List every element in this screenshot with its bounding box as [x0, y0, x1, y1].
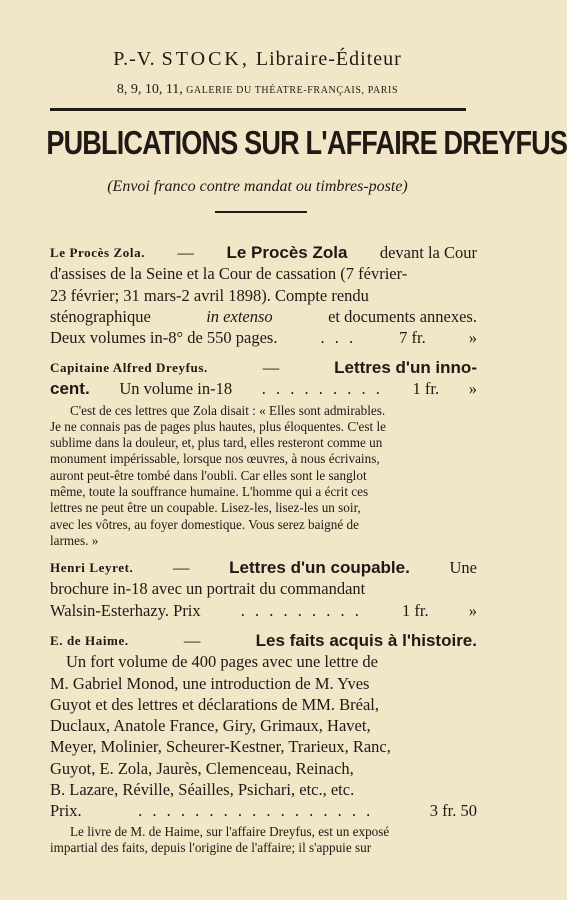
- publisher-name: STOCK,: [161, 48, 250, 70]
- address-street: GALERIE DU THÉATRE-FRANÇAIS, PARIS: [186, 85, 399, 96]
- entry-price: 1 fr.: [412, 379, 440, 399]
- entry-price-line: [50, 800, 477, 821]
- entry-guillemet: »: [468, 600, 477, 620]
- entry-dash: —: [173, 558, 190, 577]
- entry-text: M. Gabriel Monod, une introduction de M. Yves: [50, 673, 370, 693]
- entry-note-line: lettres ne peut être un coupable. Lisez-les, lisez-les un soir,: [50, 500, 361, 516]
- publisher-line: [0, 48, 515, 71]
- entry-price: 3 fr. 50: [429, 801, 477, 821]
- entry-dash: —: [183, 631, 201, 650]
- publisher-address: [0, 81, 515, 98]
- entry-line: [50, 263, 477, 284]
- entry-text: B. Lazare, Réville, Séailles, Psichari, etc., etc.: [50, 780, 355, 800]
- entry-text: Meyer, Molinier, Scheurer-Kestner, Trarieux, Ranc,: [50, 737, 391, 757]
- entry-line: [50, 673, 477, 694]
- entry-note-line: Le livre de M. de Haime, sur l'affaire Dreyfus, est un exposé: [70, 823, 390, 839]
- entry-title: Les faits acquis à l'histoire.: [255, 631, 477, 650]
- entry-title: Le Procès Zola: [226, 243, 348, 262]
- entry-text: Duclaux, Anatole France, Giry, Grimaux, Havet,: [50, 716, 371, 736]
- entry-price: 7 fr.: [399, 328, 426, 348]
- entry-line: [50, 357, 477, 378]
- entry-text: brochure in-18 avec un portrait du commandant: [50, 579, 366, 599]
- entry-line: [50, 736, 477, 757]
- entry-line: [50, 758, 477, 779]
- entry-price-line: [50, 378, 477, 399]
- entry-line: [50, 578, 477, 599]
- entry-line: [50, 694, 477, 715]
- entry-note-line: impartial des faits, depuis l'origine de l'affaire; il s'appuie sur: [50, 839, 372, 855]
- entry-title: Lettres d'un inno-: [334, 358, 477, 377]
- entry-note-line: auront peut-être tombé dans l'oubli. Car elles sont le sanglot: [50, 467, 367, 483]
- entry-price: 1 fr.: [402, 600, 429, 620]
- entry-text: Guyot et des lettres et déclarations de MM. Bréal,: [50, 694, 379, 714]
- entry-note-line: même, toute la souffrance humaine. L'homme qui a écrit ces: [50, 484, 369, 500]
- catalogue-entry-faits-acquis: [50, 630, 477, 856]
- entry-author: E. de Haime.: [50, 633, 129, 648]
- entry-line: [50, 285, 477, 306]
- entry-text: Guyot, E. Zola, Jaurès, Clemenceau, Reinach,: [50, 758, 354, 778]
- leader-dots: . . . . . . . . . . . . . . . . .: [138, 801, 374, 821]
- header-rule: [50, 108, 466, 111]
- entry-line: [50, 630, 477, 651]
- entry-note-line: monument impérissable, lorsque nos œuvres, à nous écrivains,: [50, 451, 380, 467]
- entry-text: devant la Cour: [379, 243, 477, 262]
- entry-line: [50, 557, 477, 578]
- page-subtitle: (Envoi franco contre mandat ou timbres-poste): [107, 178, 408, 195]
- entry-note-line: sublime dans la douleur, et, plus tard, elles resteront comme un: [50, 435, 383, 451]
- entry-price-line: [50, 600, 477, 621]
- leader-dots: . . .: [320, 328, 357, 348]
- address-numbers: 8, 9, 10, 11,: [116, 82, 183, 97]
- entry-title: cent.: [50, 379, 90, 399]
- publisher-role: Libraire-Éditeur: [255, 48, 402, 70]
- title-rule: [215, 211, 307, 213]
- entry-dash: —: [177, 243, 195, 262]
- entry-price-line: [50, 327, 477, 348]
- publisher-initials: P.-V.: [113, 48, 156, 70]
- entry-text: et documents annexes.: [328, 306, 477, 326]
- entry-note-line: avec les vôtres, au foyer domestique. Vous serez baigné de: [50, 516, 359, 532]
- entry-text: 23 février; 31 mars-2 avril 1898). Compte rendu: [50, 285, 369, 305]
- entry-line: [50, 651, 477, 672]
- entry-text-italic: in extenso: [206, 306, 273, 326]
- entry-text: Un fort volume de 400 pages avec une lettre de: [66, 652, 379, 672]
- entry-title: Lettres d'un coupable.: [229, 558, 410, 577]
- catalogue-entry-lettres-coupable: [50, 557, 477, 621]
- entry-text: Deux volumes in-8° de 550 pages.: [50, 328, 278, 348]
- entry-text: d'assises de la Seine et la Cour de cassation (7 février-: [50, 264, 408, 284]
- entry-line: [50, 715, 477, 736]
- entry-author: Henri Leyret.: [50, 560, 134, 575]
- entry-text: Un volume in-18: [119, 379, 233, 399]
- entry-text: sténographique: [50, 306, 151, 326]
- entry-dash: —: [262, 358, 280, 377]
- catalogue-entry-lettres-innocent: [50, 357, 477, 549]
- entry-note-line: Je ne connais pas de pages plus hautes, plus éloquentes. C'est le: [50, 418, 387, 434]
- entry-note-line: C'est de ces lettres que Zola disait : « Elles sont admirables.: [70, 402, 386, 418]
- page-title: PUBLICATIONS SUR L'AFFAIRE DREYFUS: [46, 124, 567, 161]
- entry-text: Walsin-Esterhazy. Prix: [50, 600, 201, 620]
- entry-guillemet: »: [468, 379, 477, 399]
- entry-line: [50, 779, 477, 800]
- leader-dots: . . . . . . . . .: [261, 379, 383, 399]
- entry-note-line: larmes. »: [50, 532, 99, 548]
- entry-guillemet: »: [468, 328, 477, 348]
- entry-text: Une: [449, 558, 477, 577]
- leader-dots: . . . . . . . . .: [240, 600, 362, 620]
- entry-text: Prix.: [50, 801, 82, 821]
- catalogue-entry-proces-zola: [50, 242, 477, 348]
- entry-author: Le Procès Zola.: [50, 245, 146, 260]
- entry-author: Capitaine Alfred Dreyfus.: [50, 360, 208, 375]
- entry-line: [50, 242, 477, 263]
- entry-line: [50, 306, 477, 327]
